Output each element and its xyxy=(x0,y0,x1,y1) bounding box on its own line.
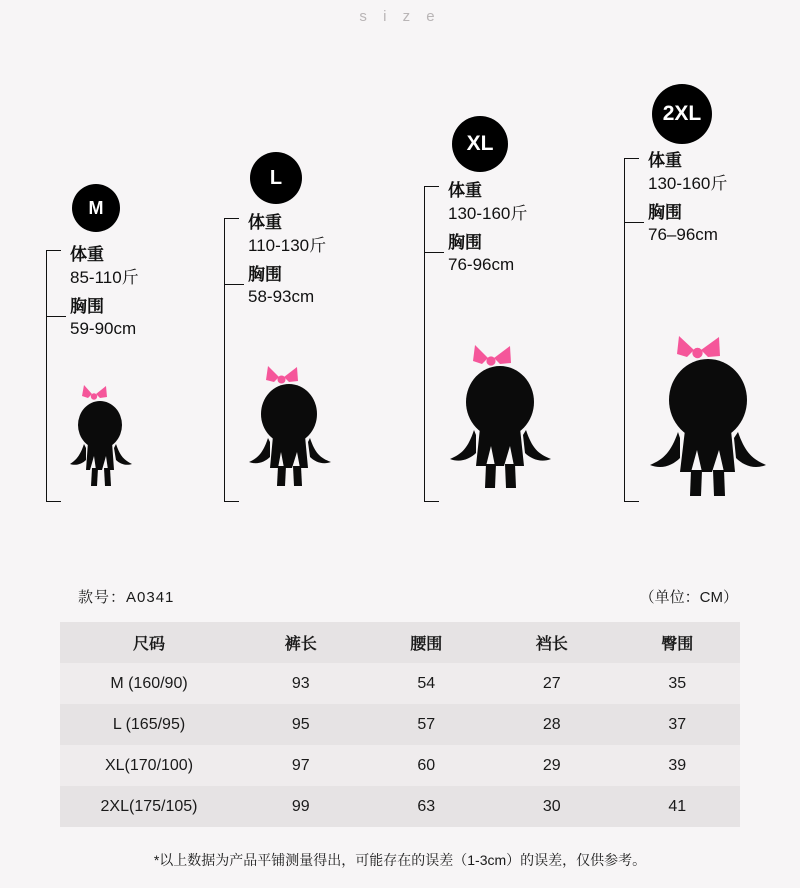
bust-label-l: 胸围 xyxy=(248,264,282,284)
spec-block-m xyxy=(70,244,139,347)
size-badge-m: M xyxy=(72,184,120,232)
spec-block-xl xyxy=(448,180,527,283)
cell-waist: 54 xyxy=(417,674,436,692)
spec-block-l xyxy=(248,212,326,315)
cell-rise: 30 xyxy=(542,797,561,815)
doll-figure-l xyxy=(240,358,340,505)
cell-rise: 29 xyxy=(542,756,561,774)
size-badge-xl: XL xyxy=(452,116,508,172)
bust-label-m: 胸围 xyxy=(70,296,104,316)
cell-size: 2XL(175/105) xyxy=(100,797,198,815)
measure-bracket-l xyxy=(224,218,239,502)
doll-figure-xl xyxy=(440,336,562,507)
cell-size: XL(170/100) xyxy=(104,756,194,774)
measure-tick-xl-bust xyxy=(424,252,444,253)
page-title: s i z e xyxy=(359,8,441,25)
cell-pants-length: 95 xyxy=(291,715,310,733)
cell-size: M (160/90) xyxy=(110,674,188,692)
doll-figure-2xl xyxy=(638,326,778,511)
table-row xyxy=(60,786,740,827)
measure-tick-2xl-bust xyxy=(624,222,644,223)
cell-pants-length: 93 xyxy=(291,674,310,692)
size-table xyxy=(60,622,740,827)
cell-rise: 28 xyxy=(542,715,561,733)
size-badge-l: L xyxy=(250,152,302,204)
bust-label-xl: 胸围 xyxy=(448,232,482,252)
unit-note: （单位：CM） xyxy=(639,589,738,606)
cell-rise: 27 xyxy=(542,674,561,692)
size-badge-2xl: 2XL xyxy=(652,84,712,144)
cell-waist: 57 xyxy=(417,715,436,733)
cell-size: L (165/95) xyxy=(112,715,186,733)
cell-hip: 37 xyxy=(668,715,687,733)
cell-waist: 60 xyxy=(417,756,436,774)
weight-value-xl: 130-160斤 xyxy=(448,203,528,223)
cell-hip: 39 xyxy=(668,756,687,774)
weight-label-l: 体重 xyxy=(248,213,282,232)
measurement-footnote: *以上数据为产品平铺测量得出，可能存在的误差（1-3cm）的误差，仅供参考。 xyxy=(153,852,647,868)
column-header-rise: 裆长 xyxy=(535,636,568,653)
bust-value-m: 59-90cm xyxy=(70,319,137,339)
measure-bracket-m xyxy=(46,250,61,502)
table-header-row xyxy=(60,622,740,663)
column-header-hip: 臀围 xyxy=(661,636,694,653)
weight-label-xl: 体重 xyxy=(448,181,482,200)
measure-bracket-2xl xyxy=(624,158,639,502)
weight-label-2xl: 体重 xyxy=(648,151,682,170)
bust-value-l: 58-93cm xyxy=(248,287,315,307)
weight-value-m: 85-110斤 xyxy=(70,267,139,287)
column-header-pants-length: 裤长 xyxy=(284,636,317,653)
table-row xyxy=(60,745,740,786)
table-row xyxy=(60,663,740,704)
spec-block-2xl xyxy=(648,150,727,253)
bust-value-2xl: 76–96cm xyxy=(648,225,718,245)
cell-pants-length: 97 xyxy=(291,756,310,774)
cell-hip: 35 xyxy=(668,674,687,692)
bust-label-2xl: 胸围 xyxy=(648,202,682,222)
weight-value-2xl: 130-160斤 xyxy=(648,173,728,193)
column-header-size: 尺码 xyxy=(132,636,165,653)
measure-tick-m-bust xyxy=(46,316,66,317)
weight-value-l: 110-130斤 xyxy=(248,235,327,255)
cell-hip: 41 xyxy=(668,797,687,815)
cell-waist: 63 xyxy=(417,797,436,815)
weight-label-m: 体重 xyxy=(70,245,104,264)
table-row xyxy=(60,704,740,745)
measure-bracket-xl xyxy=(424,186,439,502)
column-header-waist: 腰围 xyxy=(410,636,443,653)
cell-pants-length: 99 xyxy=(291,797,310,815)
bust-value-xl: 76-96cm xyxy=(448,255,515,275)
doll-figure-m xyxy=(62,378,140,505)
model-number: 款号：A0341 xyxy=(78,589,175,606)
measure-tick-l-bust xyxy=(224,284,244,285)
